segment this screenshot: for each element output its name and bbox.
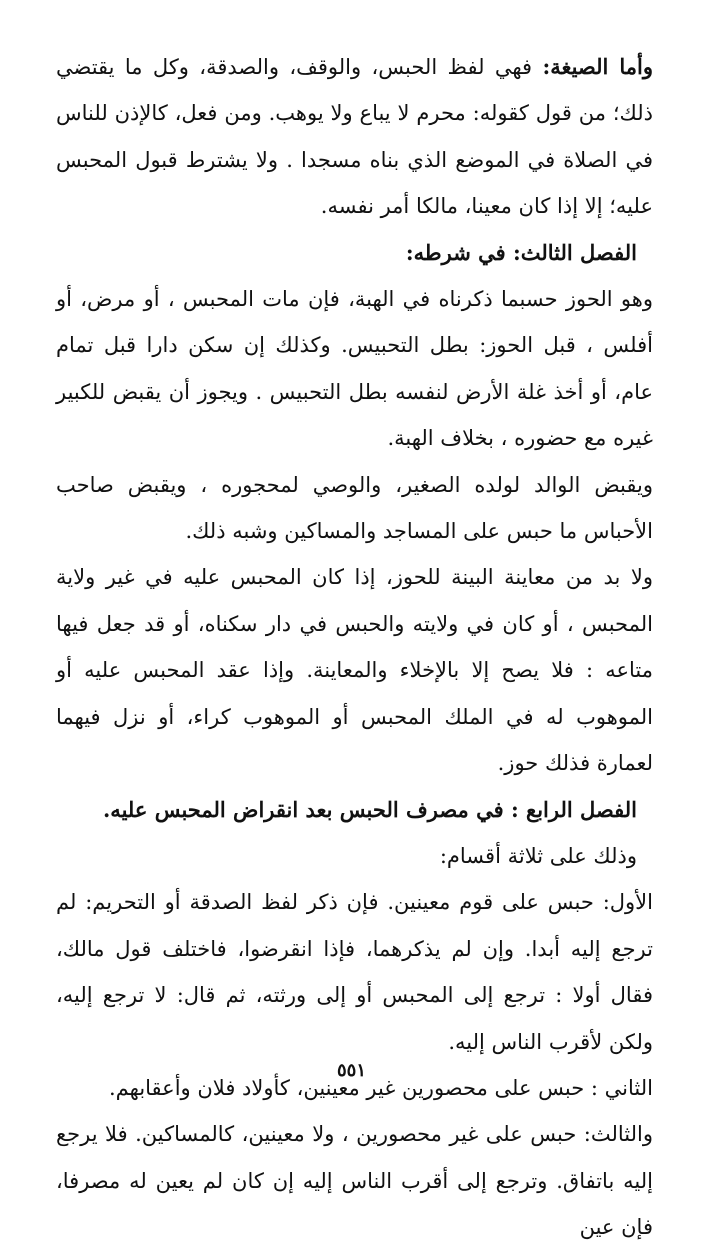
chapter-3-title: الفصل الثالث: في شرطه: — [405, 239, 637, 265]
chapter-3-paragraph-3: ولا بد من معاينة البينة للحوز، إذا كان المحبس عليه في غير ولاية المحبس ، أو كان في ولايته والحبس في دار سكناه، أو قد جعل فيها متاعه : فلا يصح إلا بالإخلاء والمعاينة. وإذا عقد المحبس عليه أو الموهوب له في الملك المحبس أو الموهوب كراء، أو نزل فيهما لعمارة فذلك حوز. — [56, 565, 653, 776]
sigha-heading: وأما الصيغة: — [542, 54, 653, 79]
section-sigha-paragraph — [56, 44, 653, 230]
chapter-3-paragraph-1: وهو الحوز حسبما ذكرناه في الهبة، فإن مات المحبس ، أو مرض، أو أفلس ، قبل الحوز: بطل التحبيس. وكذلك إن سكن دارا قبل تمام عام، أو أخذ غلة الأرض لنفسه بطل التحبيس . ويجوز أن يقبض للكبير غيره مع حضوره ، بخلاف الهبة. — [56, 287, 653, 451]
chapter-4-third-category: والثالث: حبس على غير محصورين ، ولا معينين، كالمساكين. فلا يرجع إليه باتفاق. وترجع إلى أقرب الناس إليه إن كان لم يعين له مصرفا، فإن عين — [56, 1122, 653, 1240]
chapter-4-intro: وذلك على ثلاثة أقسام: — [439, 843, 637, 868]
chapter-3-paragraph-2: ويقبض الوالد لولده الصغير، والوصي لمحجوره ، ويقبض صاحب الأحباس ما حبس على المساجد والمساكين وشبه ذلك. — [56, 472, 653, 544]
chapter-4-first-category: الأول: حبس على قوم معينين. فإن ذكر لفظ الصدقة أو التحريم: لم ترجع إليه أبدا. وإن لم يذكرهما، فإذا انقرضوا، فاختلف قول مالك، فقال أولا : ترجع إلى المحبس أو إلى ورثته، ثم قال: لا ترجع إليه، ولكن لأقرب الناس إليه. — [56, 890, 653, 1054]
sigha-text: فهي لفظ الحبس، والوقف، والصدقة، وكل ما يقتضي ذلك؛ من قول كقوله: محرم لا يباع ولا يوهب. ومن فعل، كالإذن للناس في الصلاة في الموضع الذي بناه مسجدا . ولا يشترط قبول المحبس عليه؛ إلا إذا كان معينا، مالكا أمر نفسه. — [56, 55, 653, 219]
chapter-4-title: الفصل الرابع : في مصرف الحبس بعد انقراض المحبس عليه. — [103, 796, 637, 822]
chapter-4-second-category: الثاني : حبس على محصورين غير معينين، كأولاد فلان وأعقابهم. — [108, 1075, 653, 1100]
page-number: ٥٥١ — [336, 1060, 366, 1081]
